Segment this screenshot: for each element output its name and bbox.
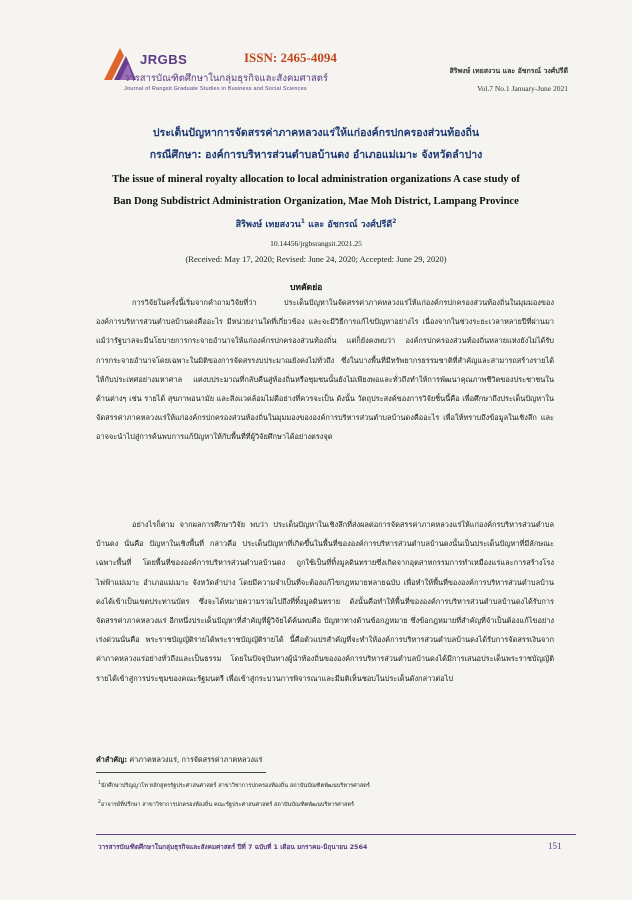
author-2: และ อัชกรณ์ วงศ์ปรีดี <box>308 220 393 230</box>
footer-journal-info: วารสารบัณฑิตศึกษาในกลุ่มธุรกิจและสังคมศาสตร์ ปีที่ 7 ฉบับที่ 1 เดือน มกราคม-มิถุนายน 2564 <box>98 843 368 851</box>
keywords <box>96 755 556 766</box>
journal-brand: JRGBS <box>140 52 188 67</box>
footnote-2-mark: 2 <box>98 800 101 805</box>
footnote-2-text: อาจารย์ที่ปรึกษา สาขาวิชาการปกครองท้องถิ่น คณะรัฐประศาสนศาสตร์ สถาบันบัณฑิตพัฒนบริหารศาสตร์ <box>100 801 355 808</box>
english-title-line-1: The issue of mineral royalty allocation to local administration organizations A case study of <box>112 174 520 185</box>
title-block <box>60 122 572 264</box>
abstract-paragraph-1: การวิจัยในครั้งนี้เริ่มจากคำถามวิจัยที่ว่า ประเด็นปัญหาในจัดสรรค่าภาคหลวงแร่ให้แก่องค์กรปกครองส่วนท้องถิ่นในมุมมองขององค์การบริหารส่วนตำบลบ้านดงคืออะไร มีหน่วยงานใดที่เกี่ยวข้อง และจะมีวิธีการแก้ไขปัญหาอย่างไร เนื่องจากในช่วงระยะเวลาหลายปีที่ผ่านมา แม้ว่ารัฐบาลจะมีนโยบายการกระจายอำนาจให้แก่องค์กรปกครองส่วนท้องถิ่น แต่ก็ยังคงพบว่า องค์กรปกครองส่วนท้องถิ่นหลายแห่งยังไม่ได้รับการกระจายอำนาจโดยเฉพาะในมิติของการจัดสรรงบประมาณยังคงไม่ทั่วถึง ซึ่งในบางพื้นที่มีทรัพยากรธรรมชาติที่สำคัญและสามารถสร้างรายได้ให้กับประเทศอย่างมหาศาล แต่งบประมาณที่กลับคืนสู่ท้องถิ่นหรือชุมชนนั้นยังไม่เพียงพอและทั่วถึงทำให้การพัฒนาคุณภาพชีวิตของประชาชนในด้านต่างๆ เช่น รายได้ สุขภาพอนามัย และสิ่งแวดล้อมไม่ดีอย่างที่ควรจะเป็น ดังนั้น วัตถุประสงค์ของการวิจัยชิ้นนี้คือ เพื่อศึกษาถึงประเด็นปัญหาในจัดสรรค่าภาคหลวงแร่ให้แก่องค์กรปกครองส่วนท้องถิ่นในมุมมองขององค์การบริหารส่วนตำบลบ้านดงคืออะไร เพื่อให้ทราบถึงข้อมูลในเชิงลึก และอาจจะนำไปสู่การค้นพบการแก้ปัญหาให้กับพื้นที่ที่ผู้วิจัยศึกษาได้อย่างตรงจุด <box>96 298 554 442</box>
footnote-2 <box>98 800 558 809</box>
received-dates: (Received: May 17, 2020; Revised: June 24, 2020; Accepted: June 29, 2020) <box>185 254 447 264</box>
page-number: 151 <box>548 841 562 851</box>
author-line <box>60 217 572 231</box>
footnote-1-text: นักศึกษาปริญญาโท หลักสูตรรัฐประศาสนศาสตร์ สาขาวิชาการปกครองท้องถิ่น สถาบันบัณฑิตพัฒนบริหารศาสตร์ <box>100 782 370 789</box>
footnote-1-mark: 1 <box>98 781 101 786</box>
thai-title-line-2: กรณีศึกษา: องค์การบริหารส่วนตำบลบ้านดง อำเภอแม่เมาะ จังหวัดลำปาง <box>149 149 483 161</box>
journal-name-english: Journal of Rangsit Graduate Studies in Business and Social Sciences <box>124 86 307 92</box>
thai-title-line-1: ประเด็นปัญหาการจัดสรรค่าภาคหลวงแร่ให้แก่องค์กรปกครองส่วนท้องถิ่น <box>152 127 480 139</box>
english-title-line-2: Ban Dong Subdistrict Administration Organization, Mae Moh District, Lampang Province <box>113 196 519 207</box>
volume-info: Vol.7 No.1 January-June 2021 <box>477 84 568 93</box>
keywords-text: ค่าภาคหลวงแร่, การจัดสรรค่าภาคหลวงแร่ <box>129 755 263 764</box>
footnote-1 <box>98 781 558 790</box>
abstract-paragraph-2: อย่างไรก็ตาม จากผลการศึกษาวิจัย พบว่า ประเด็นปัญหาในเชิงลึกที่ส่งผลต่อการจัดสรรค่าภาคหลวงแร่ให้แก่องค์กรบริหารส่วนตำบลบ้านดง นั่นคือ ปัญหาในเชิงพื้นที่ กล่าวคือ ประเด็นปัญหาที่เกิดขึ้นในพื้นที่ขององค์การบริหารส่วนตำบลบ้านดงนั้นเป็นประเด็นปัญหาที่มีลักษณะเฉพาะพื้นที่ โดยพื้นที่ขององค์การบริหารส่วนตำบลบ้านดง ถูกใช้เป็นที่ทิ้งมูลดินทรายซึ่งเกิดจากอุตสาหกรรมการทำเหมืองแร่และการสร้างโรงไฟฟ้าแม่เมาะ อำเภอแม่เมาะ จังหวัดลำปาง โดยมีความจำเป็นที่จะต้องแก้ไขกฎหมายหลายฉบับ เพื่อทำให้พื้นที่ขององค์การบริหารส่วนตำบลบ้านดงได้เข้าเป็นเขตประทานบัตร ซึ่งจะได้หมายความรวมไปถึงที่ทิ้งมูลดินทราย ดังนั้นคือทำให้พื้นที่ขององค์การบริหารส่วนตำบลบ้านดงได้รับการจัดสรรค่าภาคหลวงแร่ อีกหนึ่งประเด็นปัญหาที่สำคัญที่ผู้วิจัยได้ค้นพบคือ ปัญหาทางด้านข้อกฎหมาย ซึ่งข้อกฎหมายที่สำคัญที่จำเป็นต้องแก้ไขอย่างเร่งด่วนนั่นคือ พระราชบัญญัติรายได้พระราชบัญญัติรายได้ นี้คือตัวแปรสำคัญที่จะทำให้องค์การบริหารส่วนตำบลบ้านดงได้รับการจัดสรรเงินจากค่าภาคหลวงแร่อย่างทั่วถึงและเป็นธรรม โดยในปัจจุบันทางผู้นำท้องถิ่นขององค์การบริหารส่วนตำบลบ้านดงได้มีการเสนอประเด็นพระราชบัญญัติรายได้เข้าสู่การประชุมของคณะรัฐมนตรี เพื่อเข้าสู่กระบวนการพิจารณาและมีมติเห็นชอบในประเด็นดังกล่าวต่อไป <box>96 520 554 683</box>
author-1-sup: 1 <box>300 218 305 225</box>
footnote-divider <box>96 772 266 773</box>
journal-name-thai: วารสารบัณฑิตศึกษาในกลุ่มธุรกิจและสังคมศาสตร์ <box>124 73 329 84</box>
doi[interactable]: 10.14456/jrgbsrangsit.2021.25 <box>270 239 362 248</box>
running-header-authors: สิริพงษ์ เทยสงวน และ อัชกรณ์ วงศ์ปรีดี <box>449 67 568 75</box>
footer-divider <box>96 834 576 835</box>
author-1: สิริพงษ์ เทยสงวน <box>235 220 301 230</box>
issn: ISSN: 2465-4094 <box>244 50 337 65</box>
journal-header <box>100 42 570 112</box>
keywords-label: คำสำคัญ: <box>96 755 128 764</box>
abstract-heading: บทคัดย่อ <box>290 283 323 293</box>
author-2-sup: 2 <box>392 218 397 225</box>
